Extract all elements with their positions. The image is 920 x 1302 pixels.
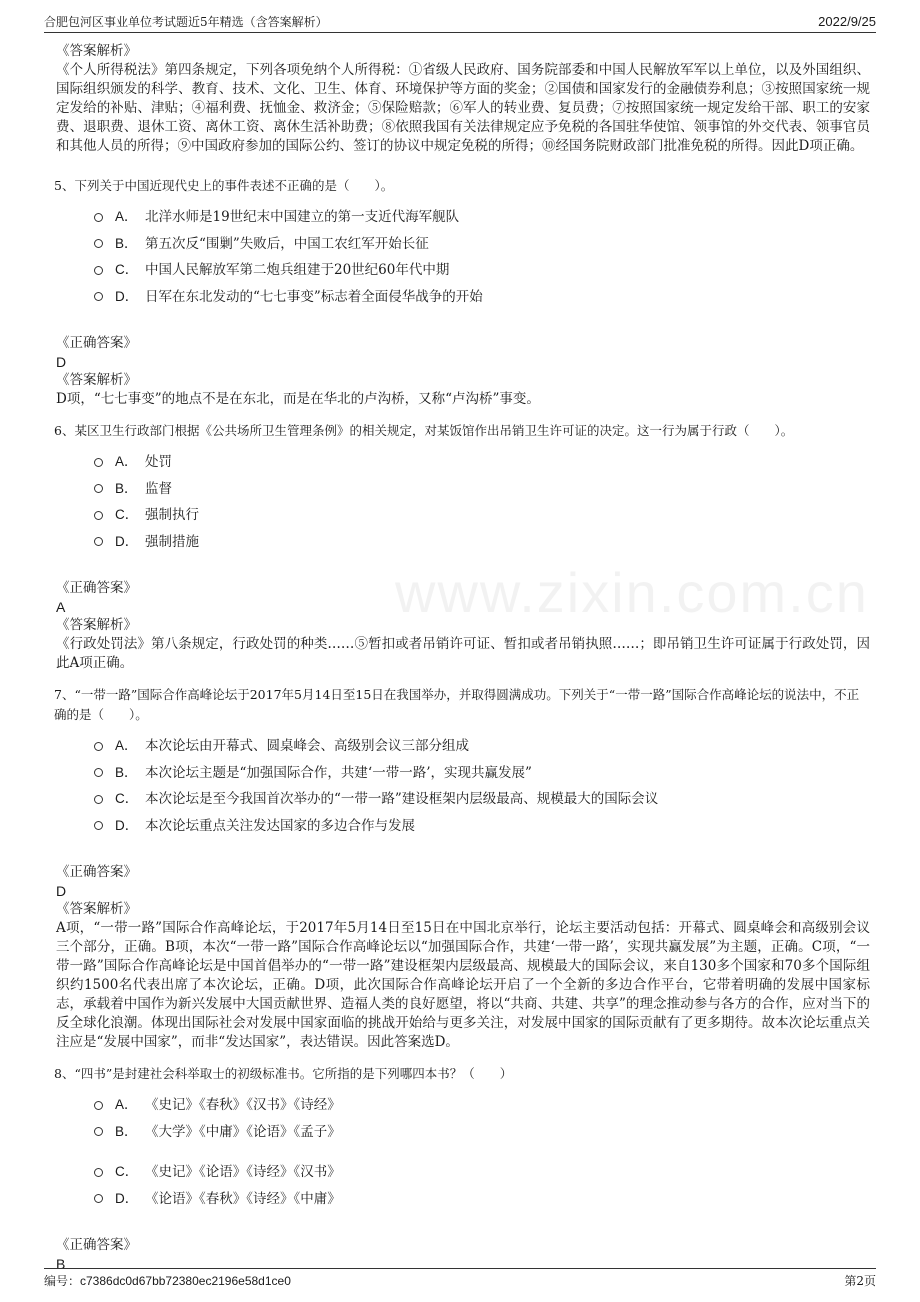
- option-list: [94, 202, 870, 308]
- option-c[interactable]: [94, 255, 870, 282]
- option-text: 《史记》《论语》《诗经》《汉书》: [145, 1164, 341, 1181]
- option-text: 本次论坛主题是“加强国际合作，共建‘一带一路’，实现共赢发展”: [145, 764, 532, 781]
- analysis-text: D项，“七七事变”的地点不是在东北，而是在华北的卢沟桥，又称“卢沟桥”事变。: [56, 391, 540, 407]
- option-text: 《大学》《中庸》《论语》《孟子》: [145, 1123, 341, 1140]
- question-5: [56, 176, 870, 409]
- option-text: 中国人民解放军第二炮兵组建于20世纪60年代中期: [145, 262, 450, 279]
- option-text: 监督: [145, 480, 172, 497]
- option-b[interactable]: [94, 1117, 870, 1144]
- option-text: 处罚: [145, 454, 172, 471]
- watermark: www.zixin.com.cn: [395, 561, 869, 624]
- question-8: [56, 1064, 870, 1273]
- page-number: 第2页: [844, 1273, 876, 1288]
- question-stem: 5、下列关于中国近现代史上的事件表述不正确的是（ ）。: [54, 178, 394, 193]
- option-c[interactable]: [94, 784, 870, 811]
- radio-icon[interactable]: [94, 795, 103, 804]
- radio-icon[interactable]: [94, 537, 103, 546]
- option-letter: D．: [115, 533, 139, 549]
- option-letter: D．: [115, 288, 139, 304]
- radio-icon[interactable]: [94, 742, 103, 751]
- option-text: 北洋水师是19世纪末中国建立的第一支近代海军舰队: [145, 209, 460, 226]
- radio-icon[interactable]: [94, 768, 103, 777]
- radio-icon[interactable]: [94, 1101, 103, 1110]
- main-content: [56, 42, 870, 1273]
- option-letter: D．: [115, 1190, 139, 1206]
- option-text: 日军在东北发动的“七七事变”标志着全面侵华战争的开始: [145, 288, 483, 305]
- option-letter: C．: [115, 507, 139, 523]
- radio-icon[interactable]: [94, 511, 103, 520]
- option-list: [94, 1090, 870, 1210]
- option-text: 《论语》《春秋》《诗经》《中庸》: [145, 1190, 341, 1207]
- option-text: 本次论坛由开幕式、圆桌峰会、高级别会议三部分组成: [145, 738, 469, 755]
- option-a[interactable]: [94, 731, 870, 758]
- radio-icon[interactable]: [94, 458, 103, 467]
- option-letter: A．: [115, 454, 138, 470]
- radio-icon[interactable]: [94, 266, 103, 275]
- question-6: [56, 421, 870, 673]
- option-text: 强制措施: [145, 533, 199, 550]
- page-footer: [44, 1268, 876, 1291]
- question-7: [56, 685, 870, 1052]
- radio-icon[interactable]: [94, 292, 103, 301]
- option-b[interactable]: [94, 758, 870, 785]
- answer-label: 《正确答案》: [56, 1237, 137, 1253]
- radio-icon[interactable]: [94, 821, 103, 830]
- option-text: 本次论坛是至今我国首次举办的“一带一路”建设框架内层级最高、规模最大的国际会议: [145, 791, 659, 808]
- answer-value: B: [56, 1256, 66, 1272]
- answer-value: D: [56, 354, 67, 370]
- answer-label: 《正确答案》: [56, 580, 137, 596]
- radio-icon[interactable]: [94, 213, 103, 222]
- option-letter: B．: [115, 764, 138, 780]
- option-d[interactable]: [94, 811, 870, 838]
- analysis-text: A项，“一带一路”国际合作高峰论坛，于2017年5月14日至15日在中国北京举行，论坛主要活动包括：开幕式、圆桌峰会和高级别会议三个部分，正确。B项，本次“一带一路”国际合作高峰论坛以“加强国际合作，共建‘一带一路’，实现共赢发展”为主题，正确。C项，“一带一路”国际合作高峰论坛是中国首倡举办的“一带一路”建设框架内层级最高、规模最大的国际会议，来自130多个国家和70多个国际组织约1500名代表出席了本次论坛，正确。D项，此次国际合作高峰论坛开启了一个全新的多边合作平台，它带着明确的发展中国家标志，承载着中国作为新兴发展中大国贡献世界、造福人类的良好愿望，将以“共商、共建、共享”的理念推动参与各方的合作，应对当下的反全球化浪潮。体现出国际社会对发展中国家面临的挑战开始给与更多关注，对发展中国家的国际贡献有了更多期待。故本次论坛重点关注应是“发展中国家”，而非“发达国家”，表达错误。因此答案选D。: [56, 920, 870, 1050]
- option-list: [94, 731, 870, 837]
- answer-label: 《正确答案》: [56, 864, 137, 880]
- header-title: 合肥包河区事业单位考试题近5年精选（含答案解析）: [44, 14, 328, 29]
- radio-icon[interactable]: [94, 1127, 103, 1136]
- analysis-text: 《行政处罚法》第八条规定，行政处罚的种类……⑤暂扣或者吊销许可证、暂扣或者吊销执照……；即吊销卫生许可证属于行政处罚，因此A项正确。: [56, 636, 870, 671]
- analysis-label: 《答案解析》: [56, 617, 137, 633]
- option-letter: C．: [115, 1164, 139, 1180]
- option-a[interactable]: [94, 202, 870, 229]
- option-text: 本次论坛重点关注发达国家的多边合作与发展: [145, 817, 415, 834]
- header-date: 2022/9/25: [818, 13, 876, 29]
- option-letter: D．: [115, 817, 139, 833]
- option-letter: C．: [115, 262, 139, 278]
- option-letter: A．: [115, 738, 138, 754]
- option-text: 第五次反“围剿”失败后，中国工农红军开始长征: [145, 235, 429, 252]
- radio-icon[interactable]: [94, 1194, 103, 1203]
- analysis-text: 《个人所得税法》第四条规定，下列各项免纳个人所得税：①省级人民政府、国务院部委和中国人民解放军军以上单位，以及外国组织、国际组织颁发的科学、教育、技术、文化、卫生、体育、环境保护等方面的奖金；②国债和国家发行的金融债券利息；③按照国家统一规定发给的补贴、津贴；④福利费、抚恤金、救济金；⑤保险赔款；⑥军人的转业费、复员费；⑦按照国家统一规定发给干部、职工的安家费、退职费、退休工资、离休工资、离休生活补助费；⑧依照我国有关法律规定应予免税的各国驻华使馆、领事馆的外交代表、领事官员和其他人员的所得；⑨中国政府参加的国际公约、签订的协议中规定免税的所得；⑩经国务院财政部门批准免税的所得。因此D项正确。: [56, 62, 870, 154]
- answer-value: A: [56, 599, 66, 615]
- option-text: 《史记》《春秋》《汉书》《诗经》: [145, 1097, 341, 1114]
- option-letter: B．: [115, 1123, 138, 1139]
- document-code: 编号：c7386dc0d67bb72380ec2196e58d1ce0: [44, 1273, 291, 1288]
- option-c[interactable]: [94, 500, 870, 527]
- option-b[interactable]: [94, 229, 870, 256]
- question-stem: 7、“一带一路”国际合作高峰论坛于2017年5月14日至15日在我国举办，并取得圆满成功。下列关于“一带一路”国际合作高峰论坛的说法中，不正确的是（ ）。: [54, 687, 860, 722]
- radio-icon[interactable]: [94, 484, 103, 493]
- option-a[interactable]: [94, 1090, 870, 1117]
- option-c[interactable]: [94, 1157, 870, 1184]
- page-header: [44, 10, 876, 33]
- option-letter: C．: [115, 791, 139, 807]
- option-b[interactable]: [94, 474, 870, 501]
- answer-label: 《正确答案》: [56, 335, 137, 351]
- question-stem: 6、某区卫生行政部门根据《公共场所卫生管理条例》的相关规定，对某饭馆作出吊销卫生许可证的决定。这一行为属于行政（ ）。: [54, 423, 794, 438]
- option-letter: A．: [115, 1097, 138, 1113]
- answer-value: D: [56, 883, 67, 899]
- option-d[interactable]: [94, 527, 870, 554]
- option-a[interactable]: [94, 447, 870, 474]
- analysis-label: 《答案解析》: [56, 43, 137, 59]
- option-d[interactable]: [94, 1184, 870, 1211]
- question-stem: 8、“四书”是封建社会科举取士的初级标准书。它所指的是下列哪四本书？（ ）: [54, 1066, 513, 1081]
- analysis-label: 《答案解析》: [56, 901, 137, 917]
- radio-icon[interactable]: [94, 239, 103, 248]
- radio-icon[interactable]: [94, 1168, 103, 1177]
- analysis-label: 《答案解析》: [56, 372, 137, 388]
- option-letter: B．: [115, 480, 138, 496]
- option-letter: A．: [115, 209, 138, 225]
- option-list: [94, 447, 870, 553]
- option-d[interactable]: [94, 282, 870, 309]
- option-letter: B．: [115, 235, 138, 251]
- option-text: 强制执行: [145, 507, 199, 524]
